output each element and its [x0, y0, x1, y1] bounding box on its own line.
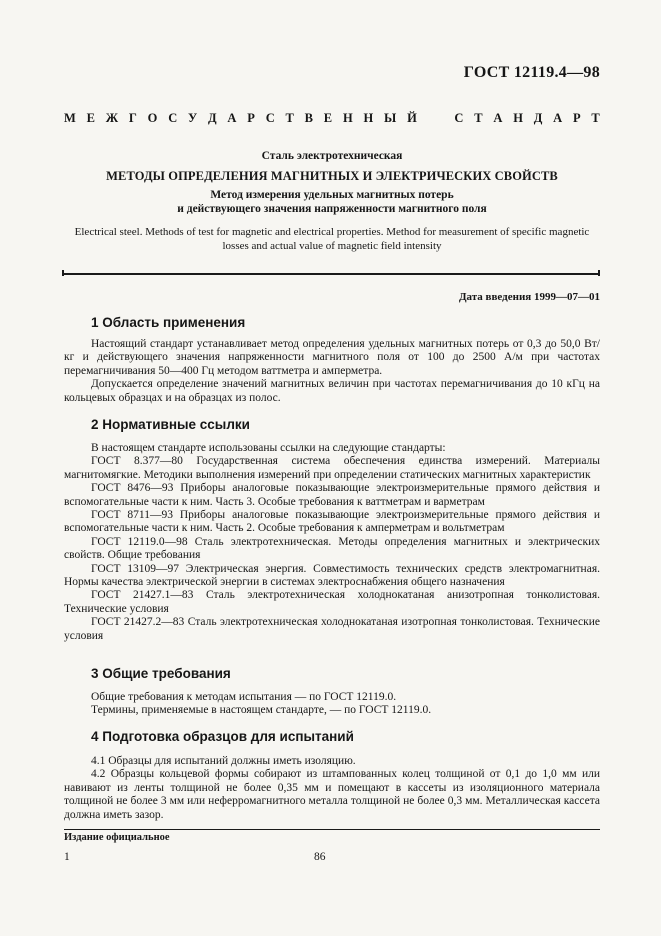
interstate-standard-banner: [64, 111, 600, 126]
title-subtitle: [64, 188, 600, 216]
footer-divider: [64, 829, 600, 830]
banner-letter: А: [493, 111, 503, 125]
title-subtitle-line-2: и действующего значения напряженности магнитного поля: [177, 203, 487, 215]
banner-letter: С: [168, 111, 178, 125]
section-1-paragraph-1: Настоящий стандарт устанавливает метод определения удельных магнитных потерь от 0,3 до 50,0 Вт/кг и действующего значения напряженности магнитного поля от 100 до 2500 А/м при частотах перемагничивания 50—400 Гц методом ваттметра и амперметра.: [64, 338, 600, 377]
title-subtitle-line-1: Метод измерения удельных магнитных потерь: [210, 189, 454, 201]
section-2-body: [64, 442, 600, 643]
banner-letter: Р: [572, 111, 581, 125]
section-3-body: [64, 691, 600, 718]
english-title-line-1: Electrical steel. Methods of test for magnetic and electrical properties. Method for measurement of specific magnetic: [74, 226, 590, 238]
section-2-heading: 2 Нормативные ссылки: [91, 417, 250, 432]
title-line-1: Сталь электротехническая: [261, 150, 403, 162]
banner-letter: О: [147, 111, 158, 125]
banner-letter: Р: [247, 111, 255, 125]
section-1-body: [64, 338, 600, 405]
page-number: 86: [314, 851, 326, 863]
banner-letter: Й: [407, 111, 417, 125]
section-3-paragraph-2: Термины, применяемые в настоящем стандарте, — по ГОСТ 12119.0.: [91, 704, 432, 717]
section-4-body: [64, 755, 600, 822]
banner-letter: Т: [591, 111, 600, 125]
reference-gost-8476: ГОСТ 8476—93 Приборы аналоговые показывающие электроизмерительные прямого действия и вспомогательные части к ним. Часть 3. Особые требования к ваттметрам и варметрам: [64, 482, 600, 508]
reference-gost-13109: ГОСТ 13109—97 Электрическая энергия. Совместимость технических средств электромагнитная. Нормы качества электрической энергии в системах электроснабжения общего назначения: [64, 562, 600, 589]
standard-number: ГОСТ 12119.4—98: [463, 64, 600, 81]
section-2-intro: В настоящем стандарте использованы ссылки на следующие стандарты:: [91, 442, 446, 454]
banner-letter: Т: [474, 111, 483, 125]
reference-gost-21427-2: ГОСТ 21427.2—83 Сталь электротехническая холоднокатаная изотропная тонколистовая. Технические условия: [64, 616, 600, 642]
title-divider-left-tick: [62, 270, 64, 276]
banner-letter: Н: [342, 111, 353, 125]
banner-letter: У: [188, 111, 198, 125]
title-divider-right-tick: [598, 270, 600, 276]
banner-letter: М: [64, 111, 76, 125]
banner-letter: А: [227, 111, 237, 125]
banner-letter: Д: [208, 111, 217, 125]
banner-letter: А: [553, 111, 563, 125]
clause-4-1: 4.1 Образцы для испытаний должны иметь изоляцию.: [91, 755, 356, 767]
banner-letter: Е: [86, 111, 95, 125]
title-divider: [64, 273, 600, 275]
reference-gost-8711: ГОСТ 8711—93 Приборы аналоговые показывающие электроизмерительные прямого действия и вспомогательные части к ним. Часть 2. Особые требования к амперметрам и вольтметрам: [64, 509, 600, 535]
english-title: [60, 226, 604, 253]
sheet-number: 1: [64, 851, 70, 863]
banner-word-gap: [428, 111, 444, 126]
banner-letter: В: [304, 111, 313, 125]
section-3-paragraph-1: Общие требования к методам испытания — по ГОСТ 12119.0.: [91, 691, 397, 703]
banner-letter: Г: [128, 111, 137, 125]
banner-letter: Н: [513, 111, 523, 125]
title-main: МЕТОДЫ ОПРЕДЕЛЕНИЯ МАГНИТНЫХ И ЭЛЕКТРИЧЕСКИХ СВОЙСТВ: [106, 169, 558, 183]
banner-letter: Д: [533, 111, 543, 125]
english-title-line-2: losses and actual value of magnetic field intensity: [222, 239, 442, 252]
reference-gost-21427-1: ГОСТ 21427.1—83 Сталь электротехническая холоднокатаная анизотропная тонколистовая. Технические условия: [64, 589, 600, 615]
section-4-heading: 4 Подготовка образцов для испытаний: [91, 729, 354, 744]
banner-letter: С: [265, 111, 275, 125]
banner-letter: Ж: [105, 111, 119, 125]
reference-gost-12119-0: ГОСТ 12119.0—98 Сталь электротехническая. Методы определения магнитных и электрических свойств. Общие требования: [64, 535, 600, 562]
official-edition-note: Издание официальное: [64, 832, 170, 843]
banner-letter: Ы: [384, 111, 397, 125]
section-3-heading: 3 Общие требования: [91, 666, 231, 681]
banner-letter: Н: [363, 111, 374, 125]
section-1-heading: 1 Область применения: [91, 315, 246, 330]
section-1-paragraph-2: Допускается определение значений магнитных величин при частотах перемагничивания до 10 кГц на кольцевых образцах и на образцах из полос.: [64, 378, 600, 404]
banner-letter: С: [454, 111, 464, 125]
banner-letter: Т: [285, 111, 294, 125]
introduction-date: Дата введения 1999—07—01: [458, 291, 600, 303]
reference-gost-8-377: ГОСТ 8.377—80 Государственная система обеспечения единства измерений. Материалы магнитомягкие. Методики выполнения измерений при определении статических магнитных характеристик: [64, 455, 600, 481]
clause-4-2: 4.2 Образцы кольцевой формы собирают из штампованных колец толщиной от 0,1 до 1,0 мм или навивают из ленты толщиной не более 0,35 мм и помещают в кассеты из изоляционного материала толщиной не более 3 мм или неферромагнитного металла толщиной не более 0,3 мм. Металлическая кассета должна иметь зазор.: [64, 768, 600, 821]
banner-letter: Е: [323, 111, 333, 125]
